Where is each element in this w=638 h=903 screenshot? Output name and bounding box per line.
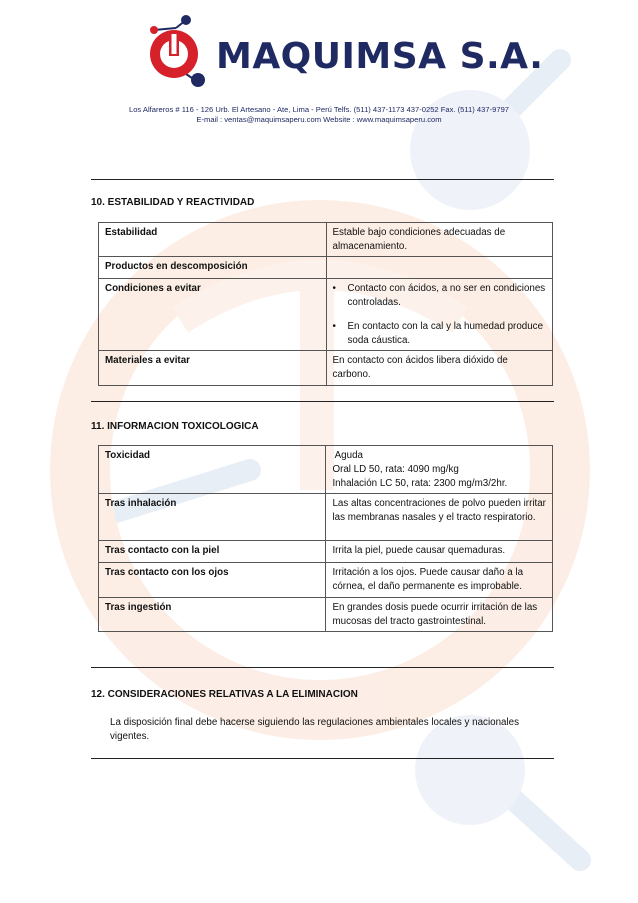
table-row: [99, 494, 553, 541]
section-divider: [91, 401, 554, 402]
section-divider: [91, 758, 554, 759]
table-row: [99, 541, 553, 563]
brand-name: MAQUIMSA S.A.: [216, 36, 544, 77]
row-value: [326, 257, 553, 279]
table-row: [99, 446, 553, 494]
row-key: Condiciones a evitar: [99, 279, 327, 351]
row-value: Irrita la piel, puede causar quemaduras.: [326, 541, 553, 563]
section-11-title: 11. INFORMACION TOXICOLOGICA: [91, 421, 259, 432]
toxicity-line: Aguda: [332, 450, 363, 461]
row-value: En grandes dosis puede ocurrir irritación de las mucosas del tracto gastrointestinal.: [326, 598, 553, 632]
table-row: [99, 279, 553, 351]
letterhead: [0, 0, 638, 135]
row-value: [326, 446, 553, 494]
row-key: Tras contacto con la piel: [99, 541, 326, 563]
row-key: Estabilidad: [99, 223, 327, 257]
stability-table: [98, 222, 553, 386]
contact-line: E-mail : ventas@maquimsaperu.com Website : www.maquimsaperu.com: [196, 115, 442, 124]
table-row: [99, 257, 553, 279]
row-key: Tras inhalación: [99, 494, 326, 541]
toxicology-table: [98, 445, 553, 632]
table-row: [99, 351, 553, 386]
toxicity-line: Inhalación LC 50, rata: 2300 mg/m3/2hr.: [332, 478, 508, 489]
company-logo-icon: [134, 14, 214, 90]
address-line: Los Alfareros # 116 - 126 Urb. El Artesano - Ate, Lima - Perú Telfs. (511) 437-1173 437-0252 Fax. (511) 437-9797: [128, 105, 510, 114]
row-value: En contacto con ácidos libera dióxido de carbono.: [326, 351, 553, 386]
section-10-title: 10. ESTABILIDAD Y REACTIVIDAD: [91, 197, 255, 208]
table-row: [99, 563, 553, 598]
row-value: Irritación a los ojos. Puede causar daño a la córnea, el daño permanente es improbable.: [326, 563, 553, 598]
table-row: [99, 223, 553, 257]
disposal-paragraph: La disposición final debe hacerse siguiendo las regulaciones ambientales locales y nacionales vigentes.: [110, 717, 520, 742]
row-value: [326, 279, 553, 351]
row-value: Las altas concentraciones de polvo pueden irritar las membranas nasales y el tracto respiratorio.: [326, 494, 553, 541]
row-key: Toxicidad: [99, 446, 326, 494]
table-row: [99, 598, 553, 632]
section-divider: [91, 179, 554, 180]
bullet-list: [333, 282, 547, 348]
row-key: Tras ingestión: [99, 598, 326, 632]
section-divider: [91, 667, 554, 668]
list-item: • Contacto con ácidos, a no ser en condiciones controladas.: [333, 282, 547, 310]
row-value: Estable bajo condiciones adecuadas de almacenamiento.: [326, 223, 553, 257]
row-key: Productos en descomposición: [99, 257, 327, 279]
row-key: Tras contacto con los ojos: [99, 563, 326, 598]
list-item: • En contacto con la cal y la humedad produce soda cáustica.: [333, 320, 547, 348]
toxicity-line: Oral LD 50, rata: 4090 mg/kg: [332, 464, 459, 475]
row-key: Materiales a evitar: [99, 351, 327, 386]
section-12-title: 12. CONSIDERACIONES RELATIVAS A LA ELIMINACION: [91, 689, 358, 700]
